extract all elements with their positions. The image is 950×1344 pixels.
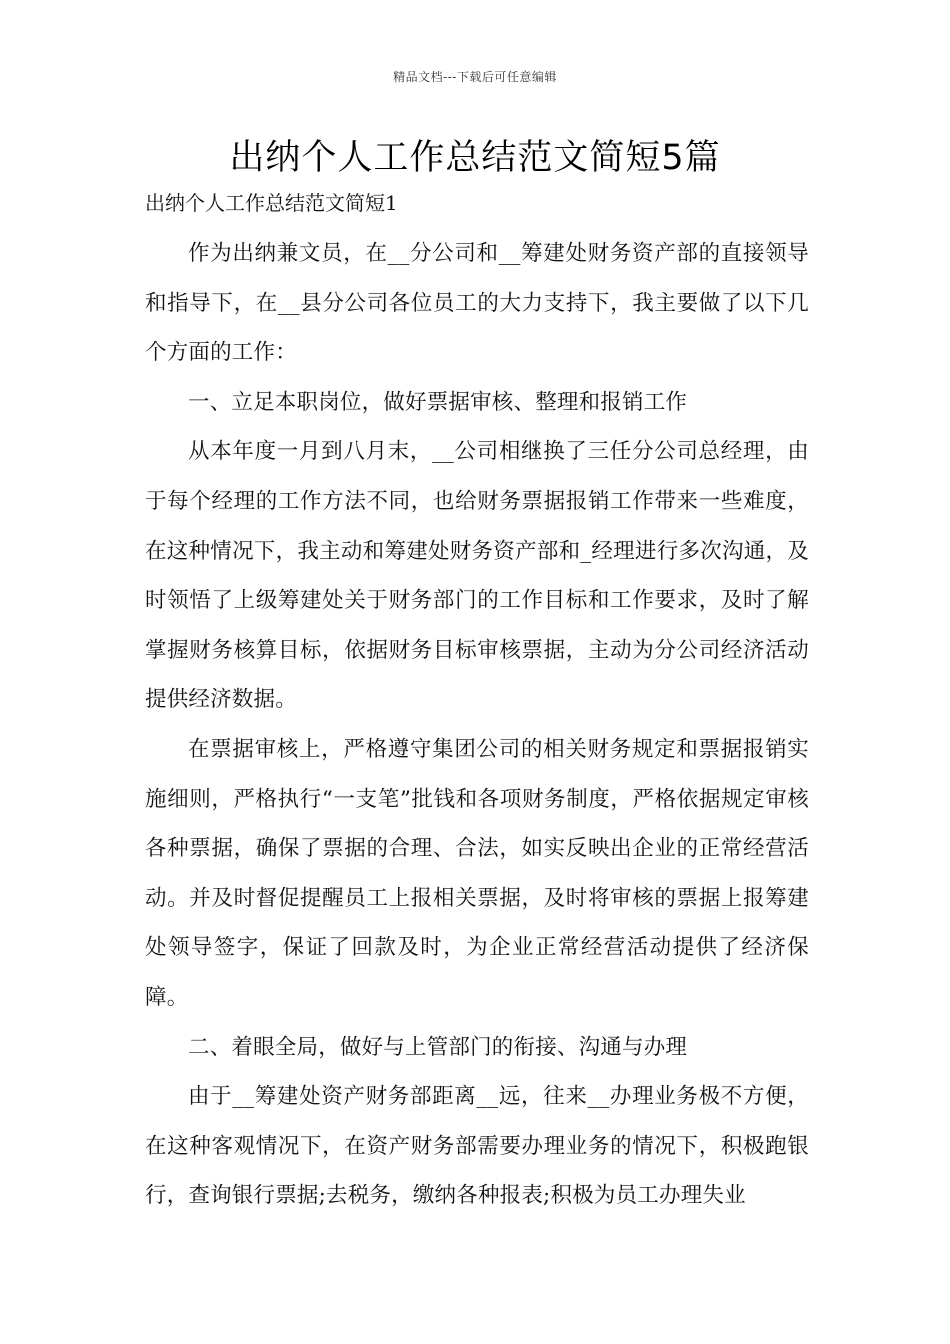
section-heading-2: 二、着眼全局，做好与上管部门的衔接、沟通与办理: [188, 1034, 688, 1060]
section-heading-1: 一、立足本职岗位，做好票据审核、整理和报销工作: [188, 389, 688, 415]
paragraph-5: 由于__筹建处资产财务部距离__远，往来__办理业务极不方便，在这种客观情况下，在资产财务部需要办理业务的情况下，积极跑银行，查询银行票据;去税务，缴纳各种报表;积极为员工办理失业: [145, 1084, 809, 1209]
paragraph-2: 从本年度一月到八月末，__公司相继换了三任分公司总经理，由于每个经理的工作方法不同，也给财务票据报销工作带来一些难度，在这种情况下，我主动和筹建处财务资产部和_经理进行多次沟通，及时领悟了上级筹建处关于财务部门的工作目标和工作要求，及时了解掌握财务核算目标，依据财务目标审核票据，主动为分公司经济活动提供经济数据。: [145, 439, 809, 713]
section-subtitle: 出纳个人工作总结范文简短1: [145, 191, 398, 215]
document-body: [145, 229, 809, 1221]
paragraph-3: 在票据审核上，严格遵守集团公司的相关财务规定和票据报销实施细则，严格执行“一支笔”批钱和各项财务制度，严格依据规定审核各种票据，确保了票据的合理、合法，如实反映出企业的正常经营活动。并及时督促提醒员工上报相关票据，及时将审核的票据上报筹建处领导签字，保证了回款及时，为企业正常经营活动提供了经济保障。: [145, 736, 809, 1010]
page-header-note: 精品文档---下载后可任意编辑: [393, 70, 557, 84]
document-title: 出纳个人工作总结范文简短5篇: [229, 138, 721, 178]
paragraph-intro: 作为出纳兼文员，在__分公司和__筹建处财务资产部的直接领导和指导下，在__县分公司各位员工的大力支持下，我主要做了以下几个方面的工作：: [145, 241, 809, 366]
